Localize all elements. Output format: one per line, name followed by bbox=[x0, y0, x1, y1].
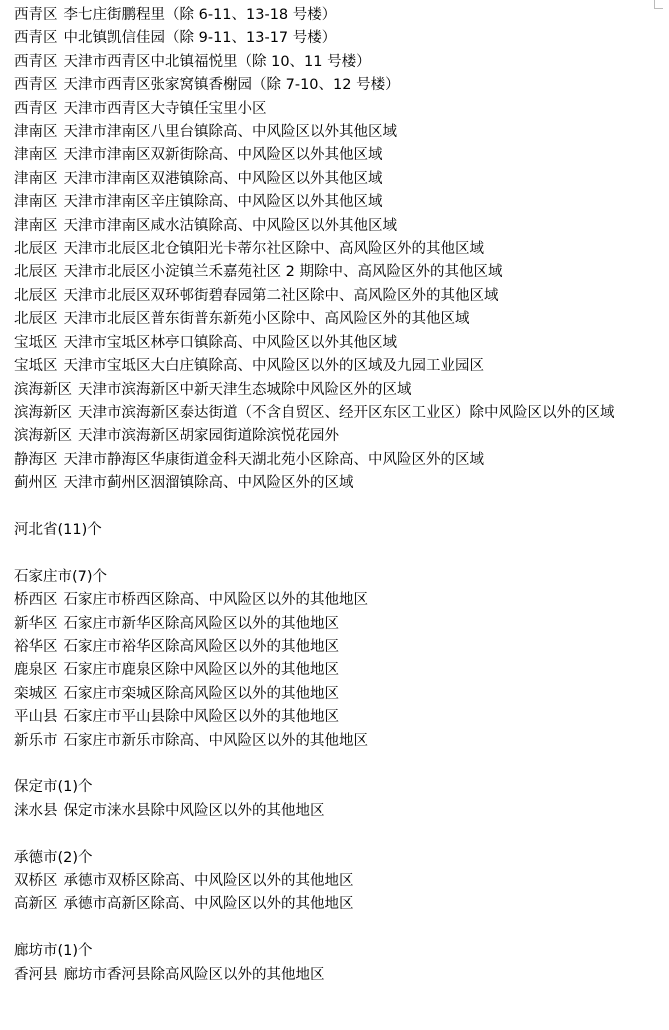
district-name: 新华区 bbox=[14, 615, 58, 632]
list-item bbox=[14, 121, 657, 144]
district-name: 滨海新区 bbox=[14, 428, 72, 445]
list-item bbox=[14, 659, 657, 682]
area-description: 天津市滨海新区泰达街道（不含自贸区、经开区东区工业区）除中风险区以外的区域 bbox=[78, 404, 615, 421]
list-item bbox=[14, 308, 657, 331]
area-description: 石家庄市鹿泉区除中风险区以外的其他地区 bbox=[63, 662, 339, 679]
district-name: 西青区 bbox=[14, 7, 58, 23]
area-description: 天津市津南区双新街除高、中风险区以外其他区域 bbox=[63, 147, 383, 164]
district-name: 津南区 bbox=[14, 194, 58, 211]
blank-line bbox=[14, 917, 657, 940]
district-name: 北辰区 bbox=[14, 287, 58, 304]
list-item bbox=[14, 613, 657, 636]
list-item bbox=[14, 730, 657, 753]
district-name: 裕华区 bbox=[14, 638, 58, 655]
blank-line bbox=[14, 823, 657, 846]
area-description: 天津市北辰区双环邨街碧春园第二社区除中、高风险区外的其他区域 bbox=[63, 287, 499, 304]
list-item bbox=[14, 27, 657, 50]
blank-line bbox=[14, 496, 657, 519]
district-name: 津南区 bbox=[14, 217, 58, 234]
area-description: 石家庄市栾城区除高风险区以外的其他地区 bbox=[63, 685, 339, 702]
list-item bbox=[14, 706, 657, 729]
district-name: 宝坻区 bbox=[14, 358, 58, 375]
district-name: 高新区 bbox=[14, 896, 58, 913]
area-description: 石家庄市裕华区除高风险区以外的其他地区 bbox=[63, 638, 339, 655]
city-heading-langfang: 廊坊市(1)个 bbox=[14, 943, 93, 960]
area-description: 天津市滨海新区中新天津生态城除中风险区外的区域 bbox=[78, 381, 412, 398]
district-name: 滨海新区 bbox=[14, 404, 72, 421]
blank-line bbox=[14, 542, 657, 565]
area-description: 天津市西青区中北镇福悦里（除 10、11 号楼） bbox=[63, 53, 371, 70]
area-description: 中北镇凯信佳园（除 9-11、13-17 号楼） bbox=[63, 30, 337, 47]
list-item bbox=[14, 402, 657, 425]
list-item bbox=[14, 964, 657, 987]
area-description: 天津市静海区华康街道金科天湖北苑小区除高、中风险区外的区域 bbox=[63, 451, 484, 468]
list-item bbox=[14, 449, 657, 472]
district-name: 栾城区 bbox=[14, 685, 58, 702]
district-name: 涞水县 bbox=[14, 802, 58, 819]
district-name: 西青区 bbox=[14, 53, 58, 70]
area-description: 天津市西青区张家窝镇香榭园（除 7-10、12 号楼） bbox=[63, 77, 400, 94]
list-item bbox=[14, 425, 657, 448]
area-description: 天津市北辰区普东街普东新苑小区除中、高风险区外的其他区域 bbox=[63, 311, 470, 328]
district-name: 滨海新区 bbox=[14, 381, 72, 398]
list-item bbox=[14, 51, 657, 74]
city-heading-baoding: 保定市(1)个 bbox=[14, 779, 93, 796]
area-description: 天津市北辰区北仓镇阳光卡蒂尔社区除中、高风险区外的其他区域 bbox=[63, 241, 484, 258]
tianjin-list bbox=[14, 4, 657, 496]
district-name: 西青区 bbox=[14, 77, 58, 94]
list-item bbox=[14, 168, 657, 191]
district-name: 津南区 bbox=[14, 147, 58, 164]
area-description: 石家庄市平山县除中风险区以外的其他地区 bbox=[63, 709, 339, 726]
list-item bbox=[14, 683, 657, 706]
list-item bbox=[14, 285, 657, 308]
area-description: 天津市津南区辛庄镇除高、中风险区以外其他区域 bbox=[63, 194, 383, 211]
district-name: 香河县 bbox=[14, 966, 58, 983]
area-description: 李七庄街鹏程里（除 6-11、13-18 号楼） bbox=[63, 7, 337, 23]
area-description: 保定市涞水县除中风险区以外的其他地区 bbox=[63, 802, 325, 819]
district-name: 静海区 bbox=[14, 451, 58, 468]
area-description: 天津市津南区双港镇除高、中风险区以外其他区域 bbox=[63, 170, 383, 187]
list-item bbox=[14, 238, 657, 261]
list-item bbox=[14, 98, 657, 121]
blank-line bbox=[14, 753, 657, 776]
area-description: 承德市双桥区除高、中风险区以外的其他地区 bbox=[63, 872, 354, 889]
area-description: 石家庄市新乐市除高、中风险区以外的其他地区 bbox=[63, 732, 368, 749]
area-description: 承德市高新区除高、中风险区以外的其他地区 bbox=[63, 896, 354, 913]
list-item bbox=[14, 4, 657, 27]
city-heading-chengde: 承德市(2)个 bbox=[14, 849, 93, 866]
list-item bbox=[14, 332, 657, 355]
list-item bbox=[14, 191, 657, 214]
district-name: 新乐市 bbox=[14, 732, 58, 749]
district-name: 双桥区 bbox=[14, 872, 58, 889]
area-description: 天津市蓟州区洇溜镇除高、中风险区外的区域 bbox=[63, 475, 354, 492]
district-name: 西青区 bbox=[14, 100, 58, 117]
province-heading: 河北省(11)个 bbox=[14, 521, 102, 538]
list-item bbox=[14, 215, 657, 238]
district-name: 津南区 bbox=[14, 124, 58, 141]
area-description: 天津市津南区咸水沽镇除高、中风险区以外其他区域 bbox=[63, 217, 397, 234]
list-item bbox=[14, 893, 657, 916]
list-item bbox=[14, 589, 657, 612]
district-name: 津南区 bbox=[14, 170, 58, 187]
district-name: 平山县 bbox=[14, 709, 58, 726]
list-item bbox=[14, 355, 657, 378]
area-description: 石家庄市新华区除高风险区以外的其他地区 bbox=[63, 615, 339, 632]
area-description: 天津市西青区大寺镇任宝里小区 bbox=[63, 100, 267, 117]
page-corner-mark bbox=[654, 0, 663, 9]
district-name: 北辰区 bbox=[14, 241, 58, 258]
area-description: 天津市津南区八里台镇除高、中风险区以外其他区域 bbox=[63, 124, 397, 141]
district-name: 北辰区 bbox=[14, 311, 58, 328]
list-item bbox=[14, 472, 657, 495]
list-item bbox=[14, 144, 657, 167]
list-item bbox=[14, 800, 657, 823]
city-heading-shijiazhuang: 石家庄市(7)个 bbox=[14, 568, 108, 585]
list-item bbox=[14, 870, 657, 893]
area-description: 天津市宝坻区大白庄镇除高、中风险区以外的区域及九园工业园区 bbox=[63, 358, 484, 375]
area-description: 天津市北辰区小淀镇兰禾嘉苑社区 2 期除中、高风险区外的其他区域 bbox=[63, 264, 503, 281]
district-name: 北辰区 bbox=[14, 264, 58, 281]
area-description: 天津市滨海新区胡家园街道除滨悦花园外 bbox=[78, 428, 339, 445]
district-name: 宝坻区 bbox=[14, 334, 58, 351]
list-item bbox=[14, 74, 657, 97]
district-name: 鹿泉区 bbox=[14, 662, 58, 679]
district-name: 蓟州区 bbox=[14, 475, 58, 492]
district-name: 西青区 bbox=[14, 30, 58, 47]
list-item bbox=[14, 261, 657, 284]
district-name: 桥西区 bbox=[14, 592, 58, 609]
list-item bbox=[14, 379, 657, 402]
list-item bbox=[14, 636, 657, 659]
area-description: 石家庄市桥西区除高、中风险区以外的其他地区 bbox=[63, 592, 368, 609]
area-description: 廊坊市香河县除高风险区以外的其他地区 bbox=[63, 966, 325, 983]
area-description: 天津市宝坻区林亭口镇除高、中风险区以外其他区域 bbox=[63, 334, 397, 351]
